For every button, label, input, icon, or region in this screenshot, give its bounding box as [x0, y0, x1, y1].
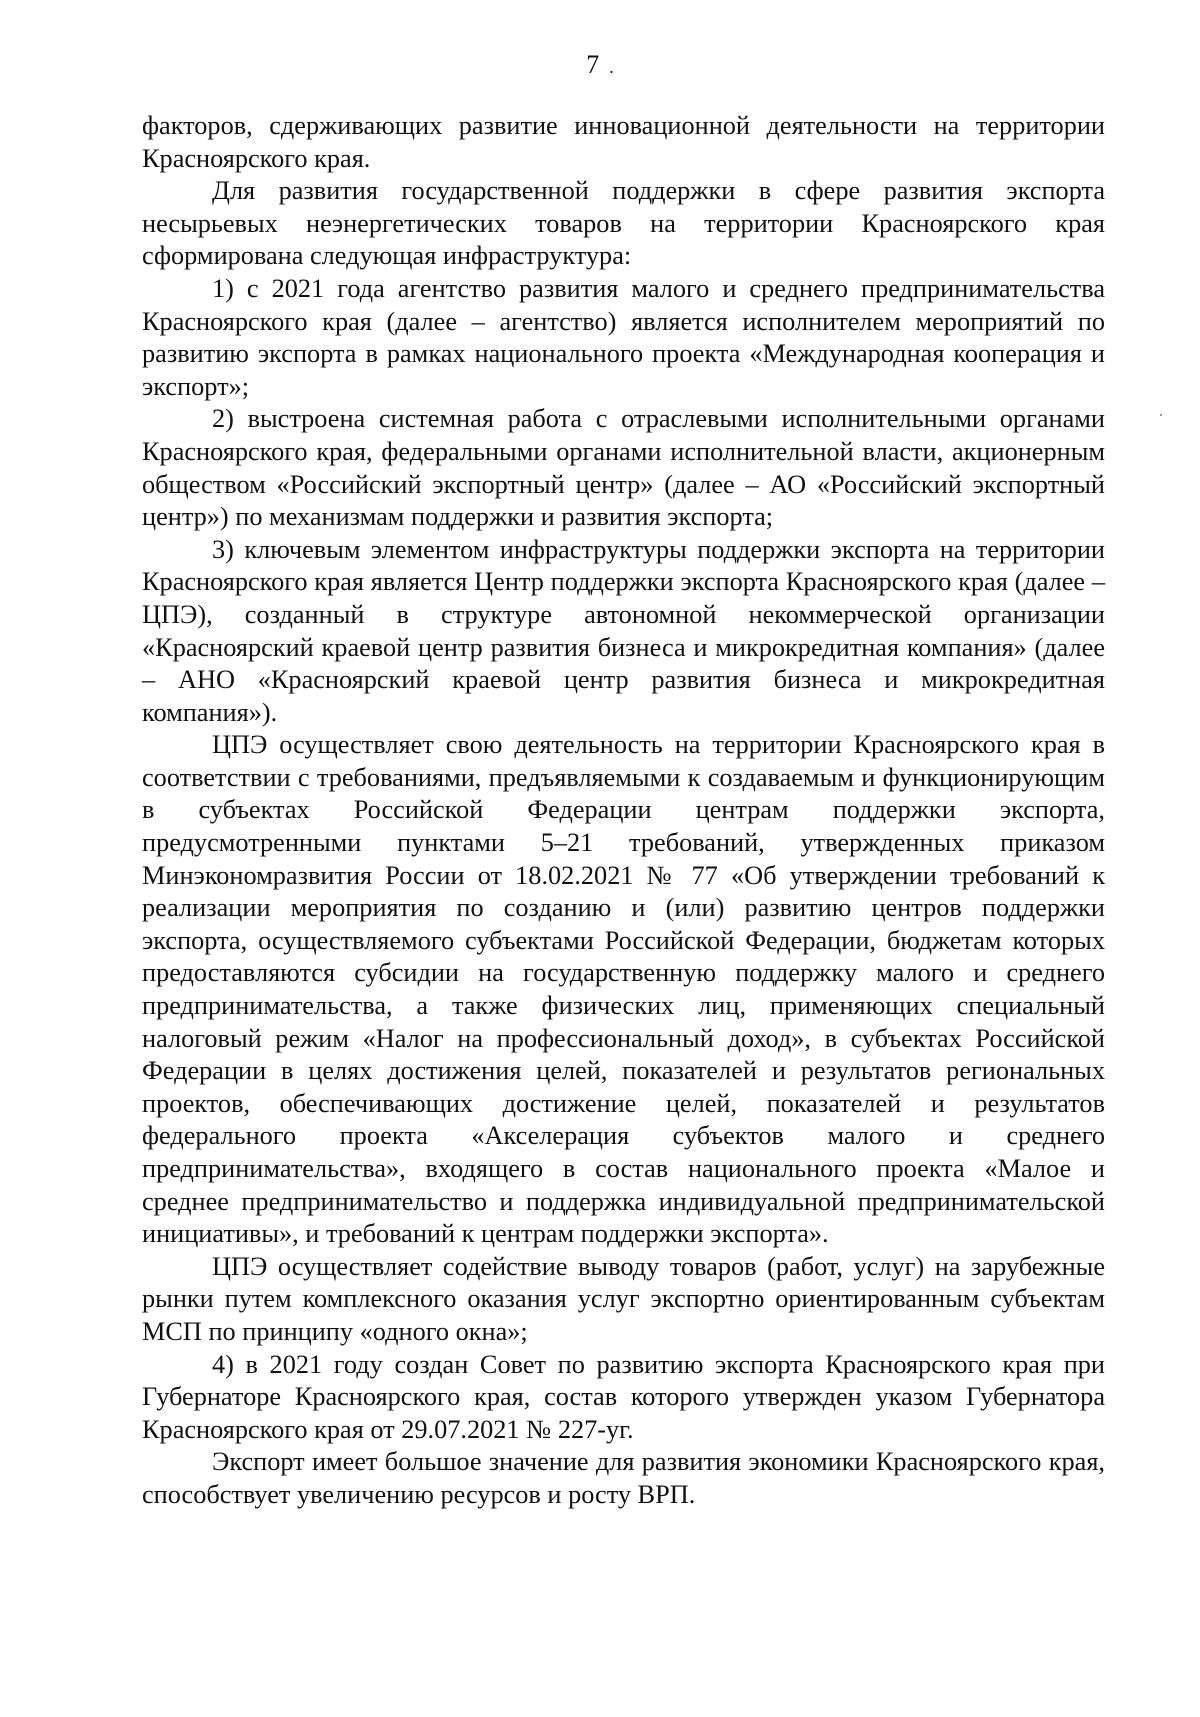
scan-speck: [1160, 414, 1162, 416]
page-number: [0, 50, 1200, 82]
paragraph-export-importance: Экспорт имеет большое значение для развития экономики Красноярского края, способствует увеличению ресурсов и росту ВРП.: [142, 1447, 1105, 1509]
paragraph-item-3: 3) ключевым элементом инфраструктуры поддержки экспорта на территории Красноярского края является Центр поддержки экспорта Красноярского края (далее – ЦПЭ), созданный в структуре автономной некоммерческой организации «Красноярский краевой центр развития бизнеса и микрокредитная компания» (далее – АНО «Красноярский краевой центр развития бизнеса и микрокредитная компания»).: [142, 534, 1105, 727]
paragraph-item-2: 2) выстроена системная работа с отраслевыми исполнительными органами Красноярского края, федеральными органами исполнительной власти, акционерным обществом «Российский экспортный центр» (далее – АО «Российский экспортный центр») по механизмам поддержки и развития экспорта;: [142, 404, 1105, 532]
paragraph-cpe-activity: ЦПЭ осуществляет свою деятельность на территории Красноярского края в соответствии с требованиями, предъявляемыми к создаваемым и функционирующим в субъектах Российской Федерации центрам поддержки экспорта, предусмотренными пунктами 5–21 требований, утвержденных приказом Минэкономразвития России от 18.02.2021 № 77 «Об утверждении требований к реализации мероприятия по созданию и (или) развитию центров поддержки экспорта, осуществляемого субъектами Российской Федерации, бюджетам которых предоставляются субсидии на государственную поддержку малого и среднего предпринимательства, а также физических лиц, применяющих специальный налоговый режим «Налог на профессиональный доход», в субъектах Российской Федерации в целях достижения целей, показателей и результатов региональных проектов, обеспечивающих достижение целей, показателей и результатов федерального проекта «Акселерация субъектов малого и среднего предпринимательства», входящего в состав национального проекта «Малое и среднее предпринимательство и поддержка индивидуальной предпринимательской инициативы», и требований к центрам поддержки экспорта».: [142, 730, 1105, 1249]
page-number-mark: .: [609, 57, 614, 77]
paragraph-cpe-assistance: ЦПЭ осуществляет содействие выводу товаров (работ, услуг) на зарубежные рынки путем комплексного оказания услуг экспортно ориентированным субъектам МСП по принципу «одного окна»;: [142, 1251, 1105, 1346]
paragraph-item-4: 4) в 2021 году создан Совет по развитию экспорта Красноярского края при Губернаторе Красноярского края, состав которого утвержден указом Губернатора Красноярского края от 29.07.2021 № 227-уг.: [142, 1349, 1105, 1444]
paragraph-continuation: факторов, сдерживающих развитие инновационной деятельности на территории Красноярского края.: [142, 111, 1105, 173]
page-number-value: 7: [586, 50, 600, 79]
paragraph-item-1: 1) с 2021 года агентство развития малого и среднего предпринимательства Красноярского края (далее – агентство) является исполнителем мероприятий по развитию экспорта в рамках национального проекта «Международная кооперация и экспорт»;: [142, 273, 1105, 401]
document-body: [142, 110, 1105, 1512]
paragraph-infrastructure-intro: Для развития государственной поддержки в сфере развития экспорта несырьевых неэнергетических товаров на территории Красноярского края сформирована следующая инфраструктура:: [142, 176, 1105, 271]
